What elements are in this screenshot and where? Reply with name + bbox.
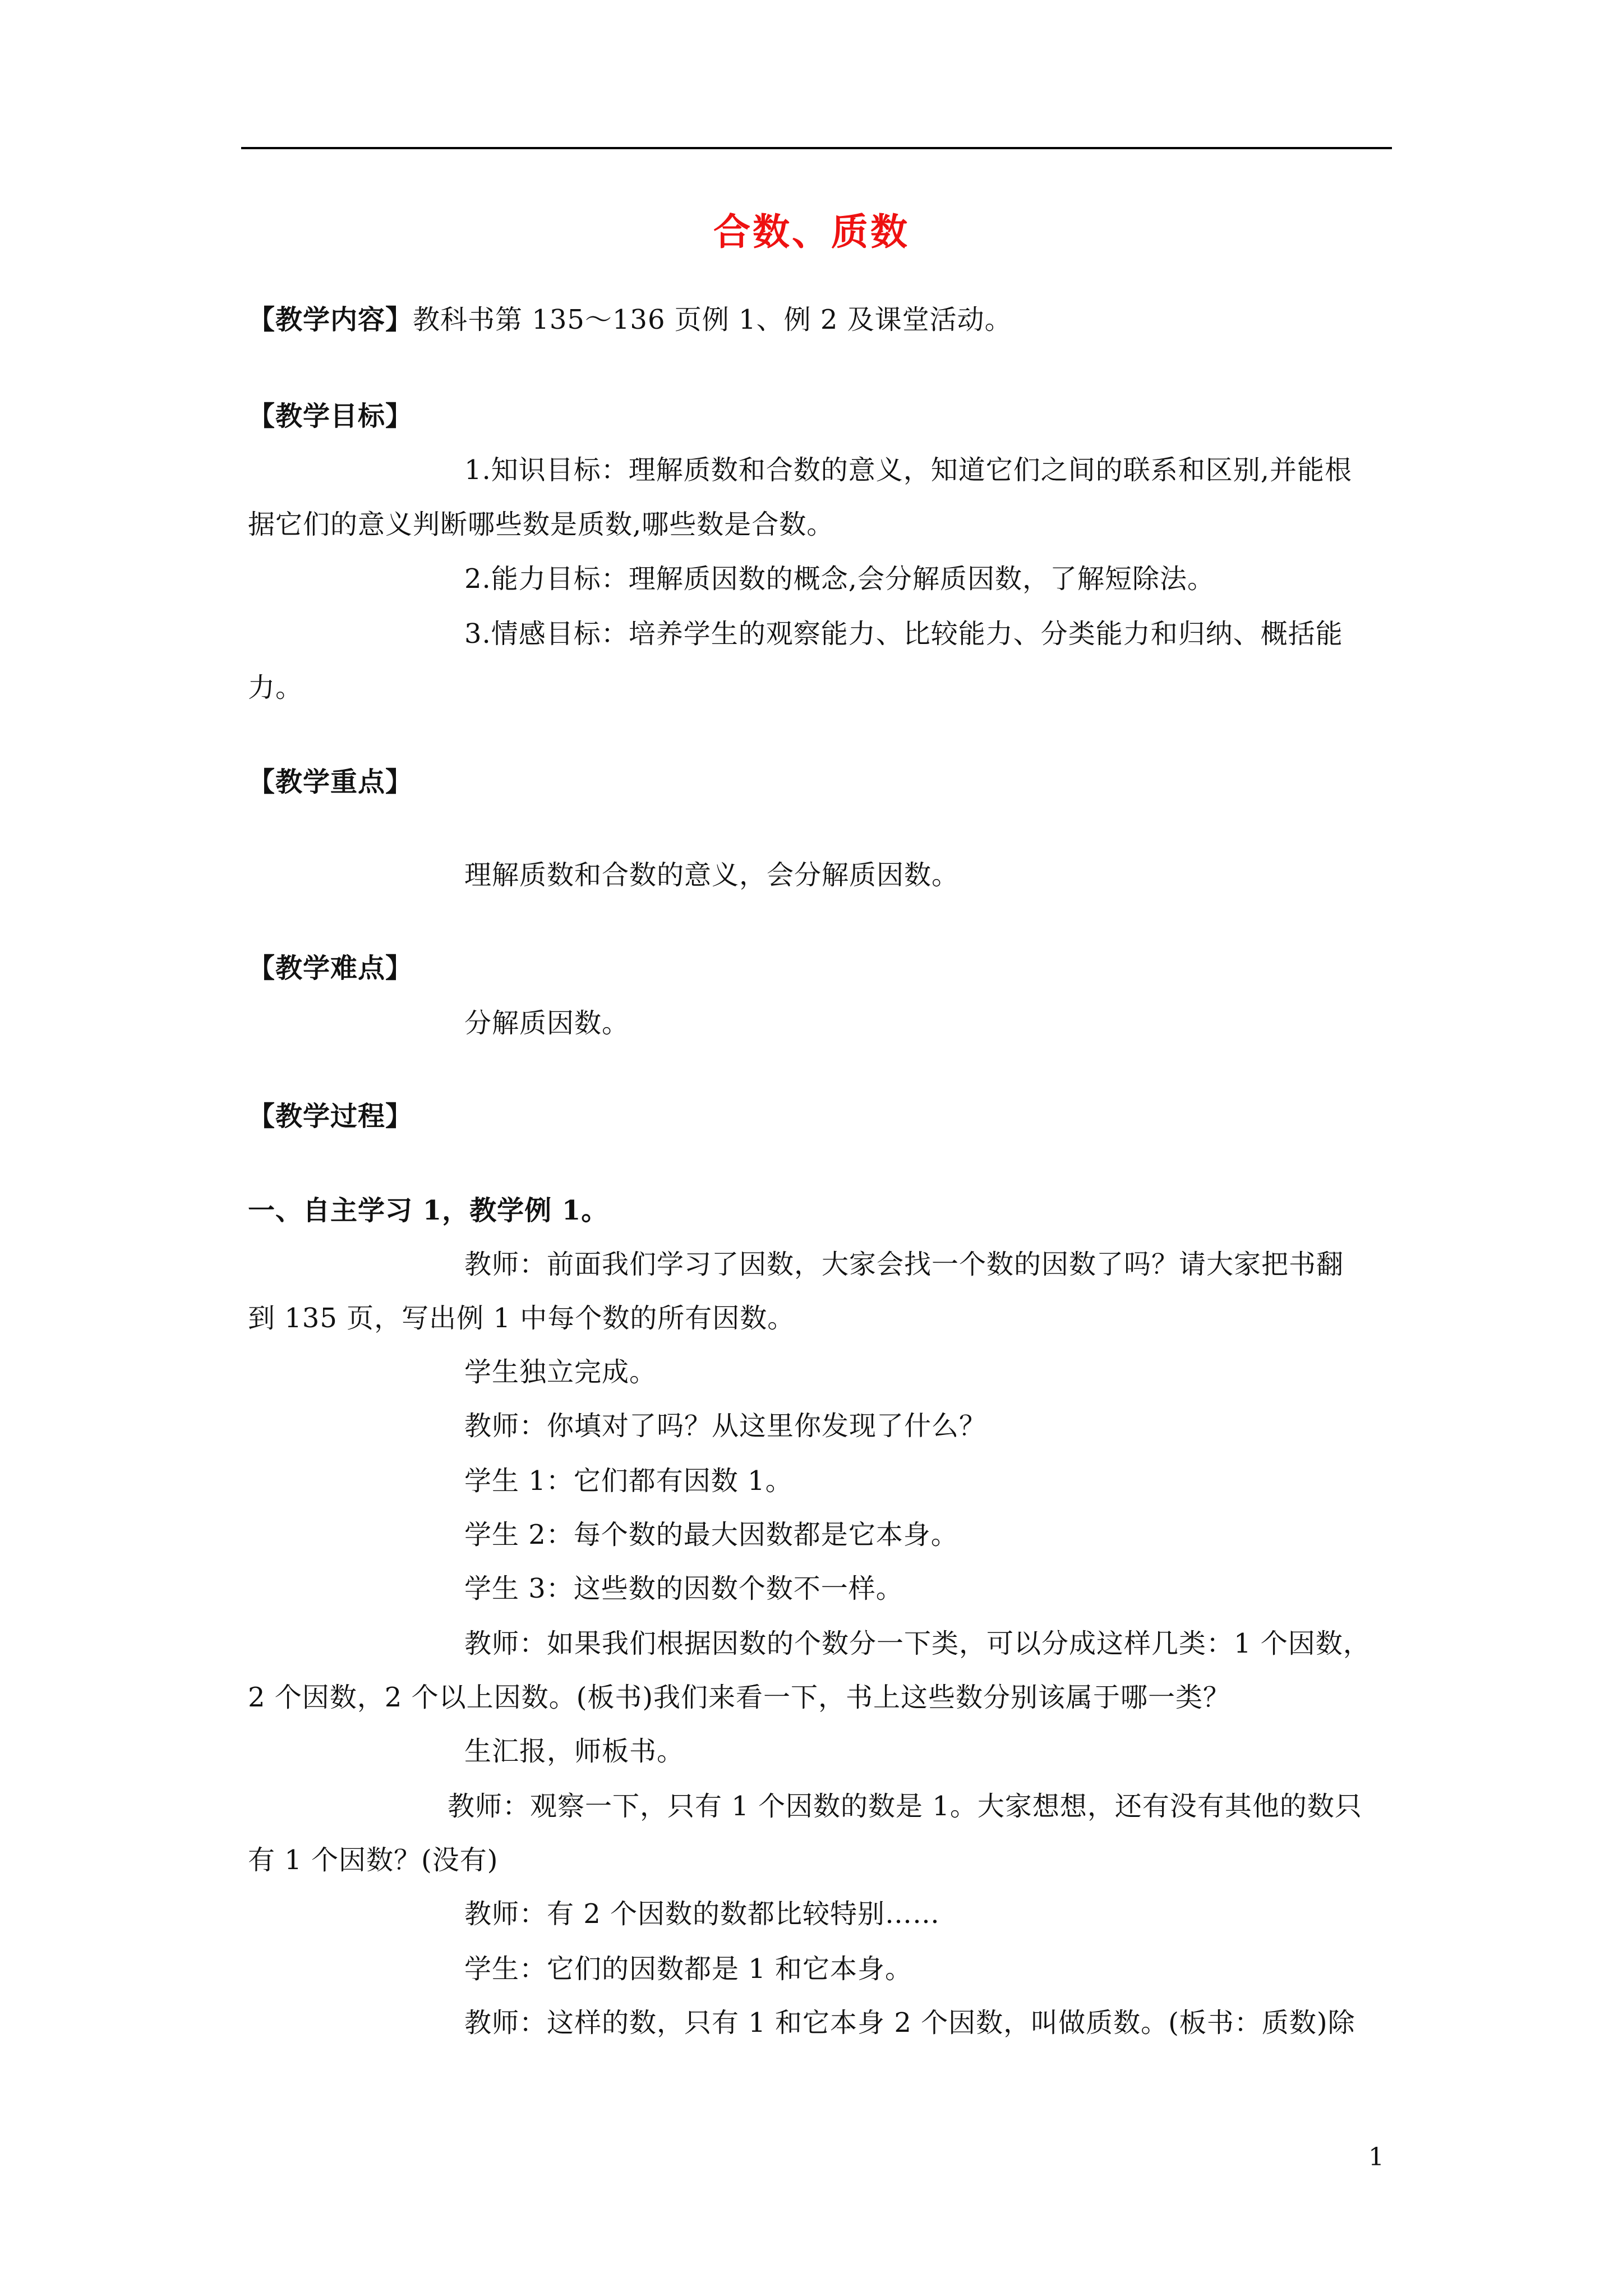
difficulty-text: 分解质因数。	[464, 1007, 630, 1039]
process-line: 2 个因数，2 个以上因数。(板书)我们来看一下，书上这些数分别该属于哪一类？	[248, 1682, 1231, 1713]
key-points-heading: 【教学重点】	[248, 766, 413, 798]
content-text: 教科书第 135～136 页例 1、例 2 及课堂活动。	[413, 304, 1012, 335]
process-line: 学生 1：它们都有因数 1。	[464, 1465, 793, 1497]
page-number: 1	[1368, 2143, 1384, 2171]
process-line: 教师：前面我们学习了因数，大家会找一个数的因数了吗？请大家把书翻	[464, 1249, 1344, 1280]
process-line: 到 135 页，写出例 1 中每个数的所有因数。	[248, 1303, 795, 1334]
process-line: 教师：这样的数，只有 1 和它本身 2 个因数，叫做质数。(板书：质数)除	[464, 2007, 1355, 2039]
process-line: 学生 2：每个数的最大因数都是它本身。	[464, 1519, 958, 1550]
process-section1: 一、自主学习 1，教学例 1。	[248, 1195, 609, 1226]
goal-2-line1: 2.能力目标：理解质因数的概念,会分解质因数，了解短除法。	[464, 563, 1215, 595]
content-row	[248, 303, 1012, 337]
page-title: 合数、质数	[713, 210, 910, 254]
process-line: 教师：观察一下，只有 1 个因数的数是 1。大家想想，还有没有其他的数只	[448, 1791, 1362, 1822]
goal-3-line2: 力。	[248, 672, 303, 703]
goal-1-line1: 1.知识目标：理解质数和合数的意义，知道它们之间的联系和区别,并能根	[464, 454, 1353, 486]
difficulty-heading: 【教学难点】	[248, 953, 413, 984]
goal-1-line2: 据它们的意义判断哪些数是质数,哪些数是合数。	[248, 509, 834, 540]
process-line: 教师：如果我们根据因数的个数分一下类，可以分成这样几类：1 个因数，	[464, 1628, 1371, 1659]
goal-3-line1: 3.情感目标：培养学生的观察能力、比较能力、分类能力和归纳、概括能	[464, 618, 1343, 650]
process-line: 教师：有 2 个因数的数都比较特别……	[464, 1898, 940, 1930]
process-line: 有 1 个因数？(没有)	[248, 1844, 499, 1876]
goals-heading: 【教学目标】	[248, 401, 413, 432]
key-points-text: 理解质数和合数的意义，会分解质因数。	[464, 859, 960, 891]
process-line: 学生：它们的因数都是 1 和它本身。	[464, 1953, 913, 1985]
process-line: 生汇报，师板书。	[464, 1736, 685, 1767]
process-line: 学生独立完成。	[464, 1356, 657, 1388]
process-heading: 【教学过程】	[248, 1101, 413, 1132]
header-rule	[241, 147, 1392, 149]
process-line: 教师：你填对了吗？从这里你发现了什么？	[464, 1410, 987, 1442]
content-label: 【教学内容】	[248, 304, 413, 335]
process-line: 学生 3：这些数的因数个数不一样。	[464, 1573, 903, 1604]
